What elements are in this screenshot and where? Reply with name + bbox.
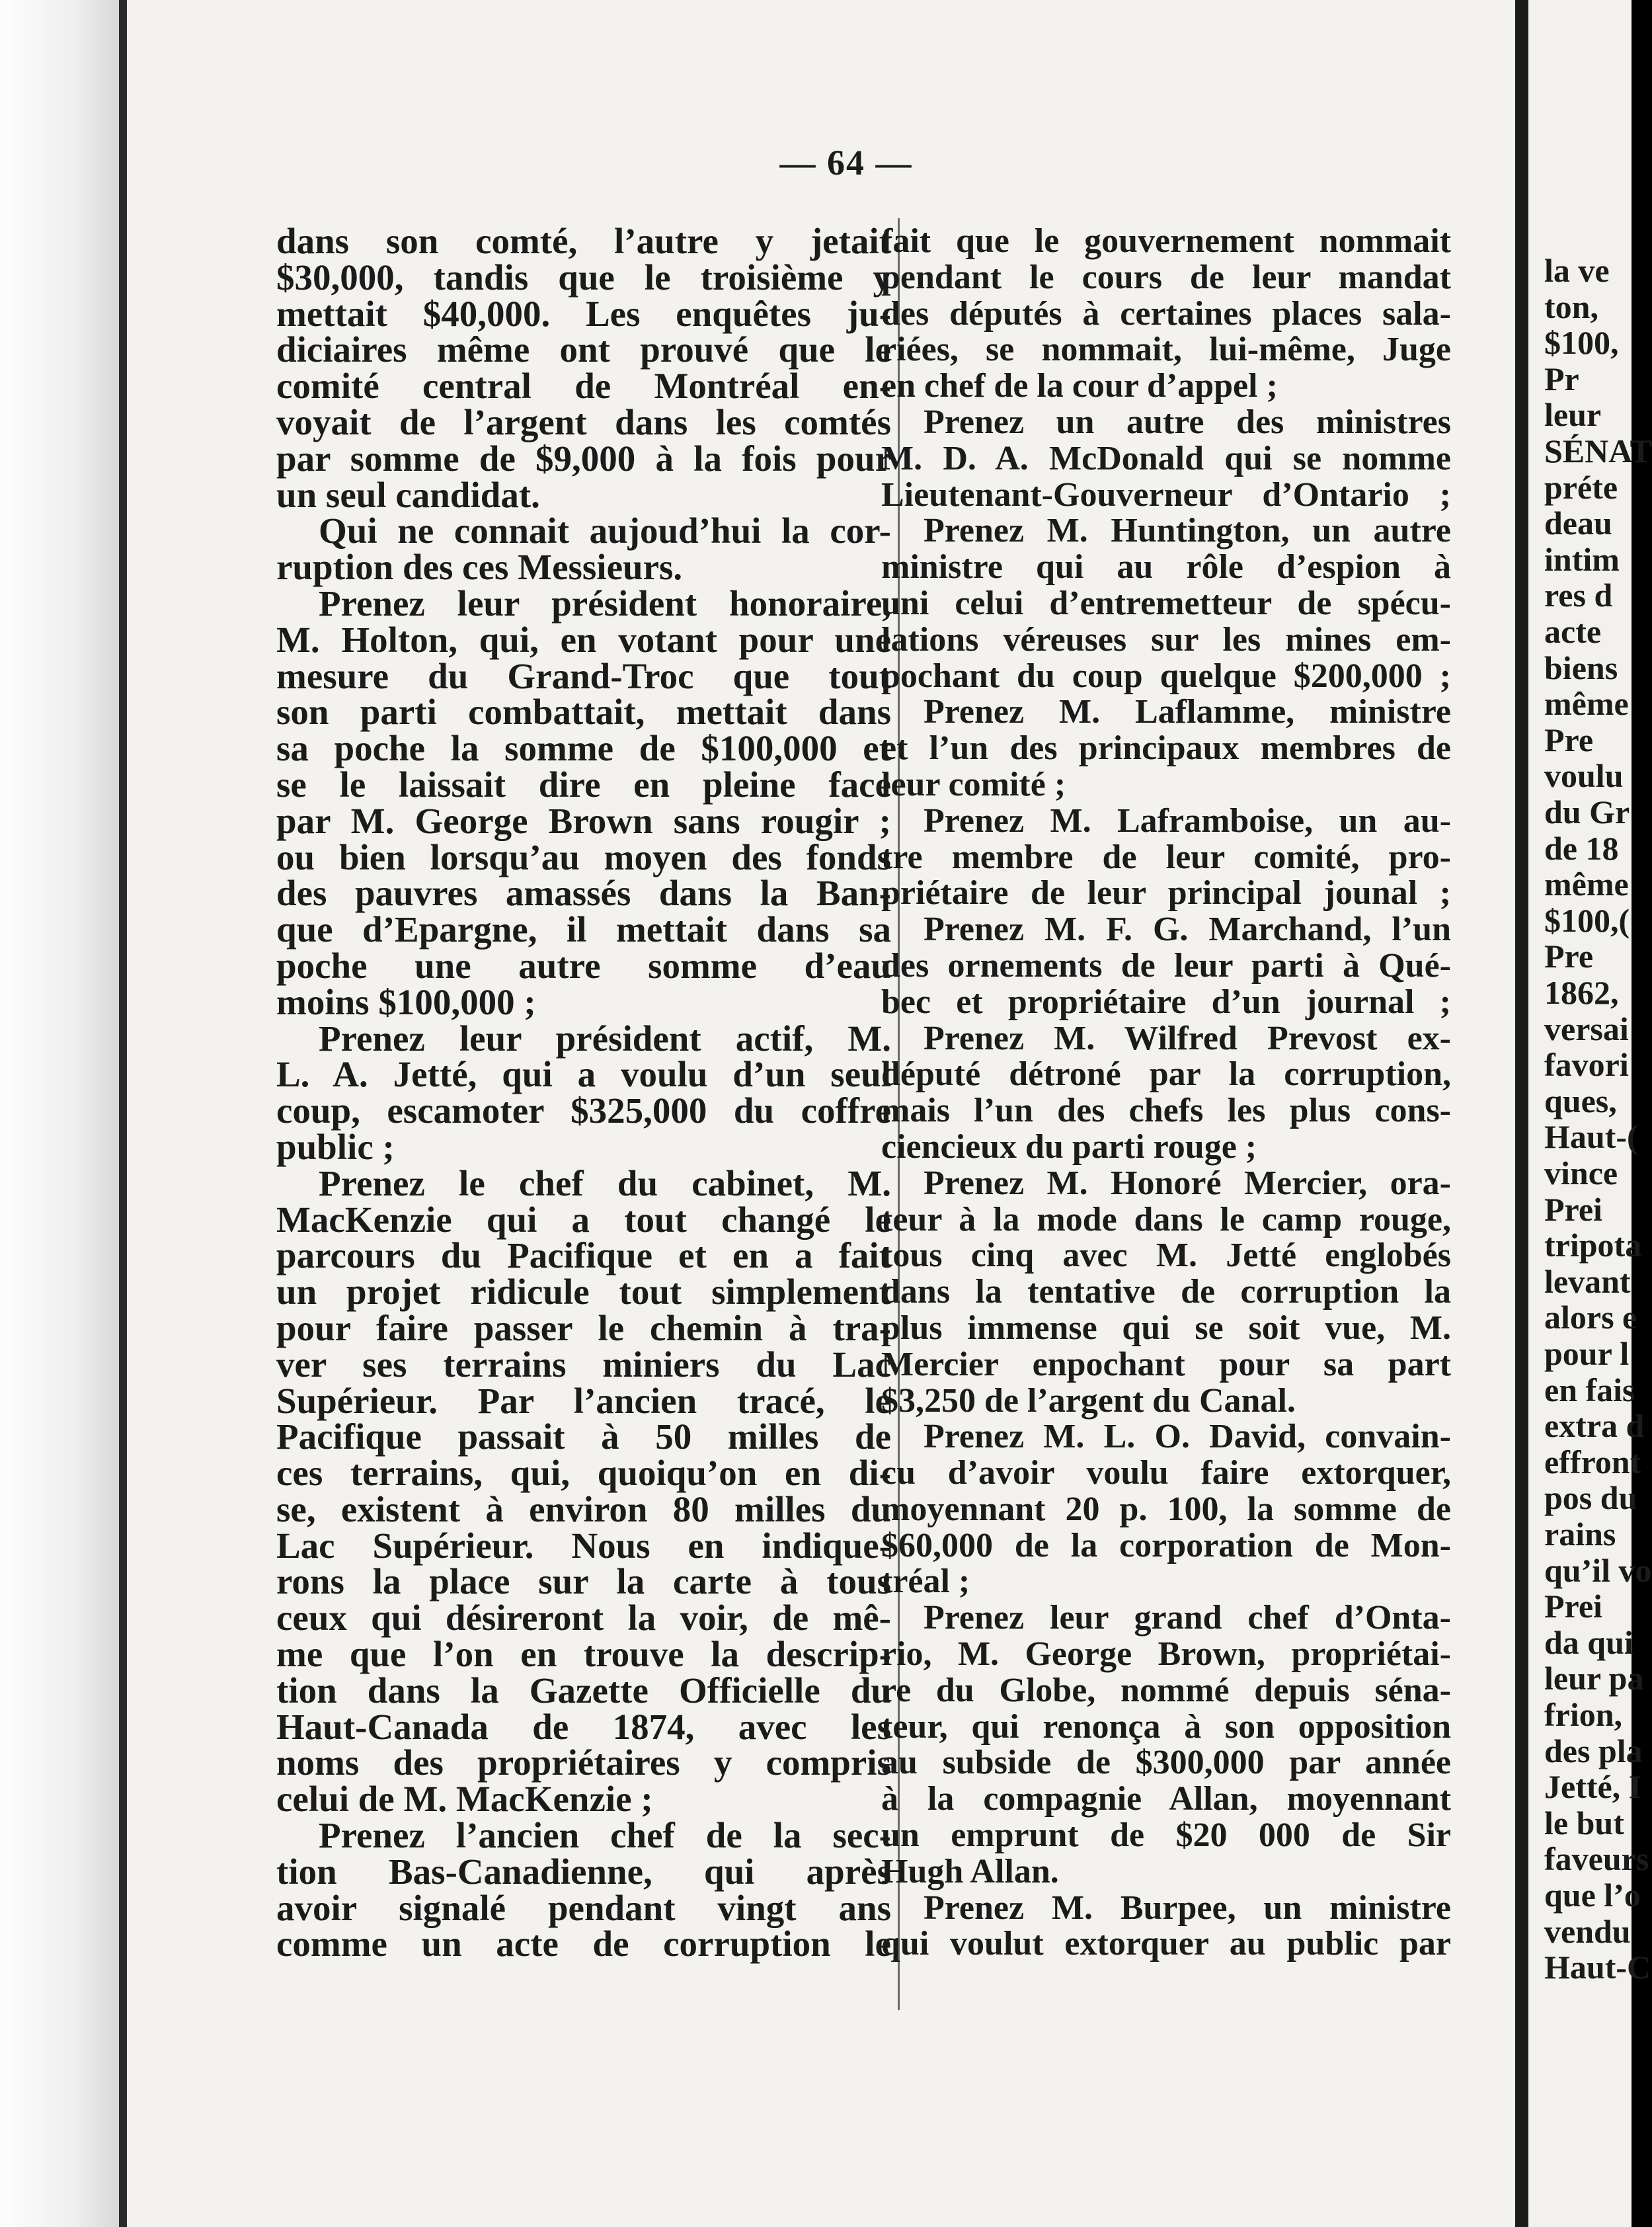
text-line: rio, M. George Brown, propriétai-	[881, 1635, 1451, 1674]
text-line: en chef de la cour d’appel ;	[881, 367, 1278, 405]
text-line: pochant du coup quelque $200,000 ;	[881, 657, 1451, 695]
text-line: des ornements de leur parti à Qué-	[881, 946, 1451, 985]
text-line: un projet ridicule tout simplement	[276, 1272, 891, 1313]
text-line: priétaire de leur principal jounal ;	[881, 874, 1451, 912]
adjacent-page-text: en fais	[1544, 1371, 1635, 1408]
adjacent-page-text: vince	[1544, 1154, 1618, 1192]
text-line: ruption des ces Messieurs.	[276, 547, 683, 588]
adjacent-page-text: le but	[1544, 1804, 1624, 1842]
text-line: lations véreuses sur les mines em-	[881, 620, 1451, 659]
text-line: député détroné par la corruption,	[881, 1055, 1451, 1094]
text-line: parcours du Pacifique et en a fait	[276, 1235, 891, 1276]
text-line: ministre qui au rôle d’espion à	[881, 548, 1451, 587]
text-line: sa poche la somme de $100,000 et	[276, 728, 891, 769]
adjacent-page-text: frion,	[1544, 1696, 1623, 1733]
text-line: bec et propriétaire d’un journal ;	[881, 983, 1451, 1021]
adjacent-page-text: ques,	[1544, 1082, 1617, 1119]
adjacent-page-text: SÉNAT	[1544, 432, 1652, 469]
text-line: Prenez M. Laframboise, un au-	[924, 801, 1451, 840]
adjacent-page-text: $100,	[1544, 324, 1619, 362]
text-line: tion dans la Gazette Officielle du	[276, 1670, 891, 1711]
adjacent-page-text: Prei	[1544, 1588, 1602, 1625]
text-line: M. D. A. McDonald qui se nomme	[881, 439, 1451, 477]
text-line: moyennant 20 p. 100, la somme de	[881, 1490, 1451, 1528]
text-line: Prenez l’ancien chef de la sec-	[319, 1815, 891, 1856]
scan-left-margin	[0, 0, 119, 2227]
text-line: Hugh Allan.	[881, 1852, 1059, 1890]
text-line: public ;	[276, 1126, 395, 1167]
adjacent-page-text: alors e	[1544, 1299, 1637, 1336]
adjacent-page-text: tripota	[1544, 1227, 1642, 1264]
text-line: Lieutenant-Gouverneur d’Ontario ;	[881, 475, 1451, 514]
adjacent-page-text: 1862,	[1544, 974, 1619, 1011]
adjacent-page-text: leur pa	[1544, 1660, 1644, 1697]
text-line: Prenez M. Burpee, un ministre	[924, 1888, 1451, 1927]
text-line: $3,250 de l’argent du Canal.	[881, 1381, 1296, 1420]
text-line: que d’Epargne, il mettait dans sa	[276, 909, 891, 950]
text-line: ceux qui désireront la voir, de mê-	[276, 1598, 891, 1639]
text-line: pour faire passer le chemin à tra-	[276, 1307, 891, 1348]
text-line: ou bien lorsqu’au moyen des fonds	[276, 836, 891, 877]
text-line: mais l’un des chefs les plus cons-	[881, 1092, 1451, 1130]
adjacent-page-text: intim	[1544, 540, 1620, 578]
text-line: noms des propriétaires y compris	[276, 1742, 891, 1783]
adjacent-page-text: extra d	[1544, 1407, 1645, 1445]
text-line: ces terrains, qui, quoiqu’on en di-	[276, 1453, 891, 1494]
text-line: Lac Supérieur. Nous en indique-	[276, 1525, 891, 1566]
text-line: Prenez M. L. O. David, convain-	[924, 1418, 1451, 1456]
text-line: dans son comté, l’autre y jetait	[276, 221, 891, 261]
text-line: Prenez leur président actif, M.	[319, 1018, 891, 1059]
adjacent-page-text: Pre	[1544, 721, 1594, 758]
text-line: Prenez M. F. G. Marchand, l’un	[924, 911, 1451, 949]
adjacent-page-text: que l’o	[1544, 1877, 1641, 1914]
text-line: teur à la mode dans le camp rouge,	[881, 1200, 1451, 1238]
adjacent-page-text: voulu	[1544, 757, 1624, 795]
adjacent-page-text: préte	[1544, 468, 1618, 506]
adjacent-page-text: Haut-C	[1544, 1949, 1651, 1986]
text-line: coup, escamoter $325,000 du coffre	[276, 1090, 891, 1131]
text-line: moins $100,000 ;	[276, 981, 536, 1022]
adjacent-page-text: de 18	[1544, 829, 1619, 867]
adjacent-page-text: $100,(	[1544, 901, 1630, 939]
text-line: comme un acte de corruption le	[276, 1923, 891, 1964]
text-line: un emprunt de $20 000 de Sir	[881, 1816, 1451, 1855]
adjacent-page-text: faveurs	[1544, 1840, 1649, 1878]
text-line: pendant le cours de leur mandat	[881, 258, 1451, 296]
text-line: fait que le gouvernement nommait	[881, 222, 1451, 260]
adjacent-page-text: res d	[1544, 577, 1613, 614]
text-line: Prenez un autre des ministres	[924, 403, 1451, 441]
text-line: tous cinq avec M. Jetté englobés	[881, 1236, 1451, 1275]
text-line: Qui ne connait aujoud’hui la cor-	[319, 510, 891, 551]
adjacent-page-text: effront	[1544, 1443, 1641, 1480]
adjacent-page-text: Haut-(	[1544, 1118, 1638, 1156]
adjacent-page-text: deau	[1544, 505, 1612, 542]
text-line: Prenez M. Wilfred Prevost ex-	[924, 1019, 1451, 1057]
adjacent-page-text: rains	[1544, 1516, 1616, 1553]
text-line: mesure du Grand-Troc que tout	[276, 655, 891, 696]
adjacent-page-fragment	[1528, 0, 1652, 2227]
text-line: par somme de $9,000 à la fois pour	[276, 438, 891, 479]
text-line: Supérieur. Par l’ancien tracé, le	[276, 1380, 891, 1421]
text-line: plus immense qui se soit vue, M.	[881, 1309, 1451, 1347]
text-line: ver ses terrains miniers du Lac	[276, 1344, 891, 1385]
adjacent-page-text: du Gr	[1544, 793, 1630, 830]
text-line: par M. George Brown sans rougir ;	[276, 800, 891, 841]
text-line: tre membre de leur comité, pro-	[881, 838, 1451, 876]
adjacent-page-text: versai	[1544, 1010, 1629, 1047]
text-line: et l’un des principaux membres de	[881, 729, 1451, 768]
adjacent-page-text: Pre	[1544, 938, 1594, 975]
text-line: avoir signalé pendant vingt ans	[276, 1887, 891, 1928]
adjacent-page-text: pos du	[1544, 1479, 1637, 1517]
text-line: Prenez M. Honoré Mercier, ora-	[924, 1164, 1451, 1202]
adjacent-page-text: leur	[1544, 396, 1602, 434]
text-line: des pauvres amassés dans la Ban-	[276, 873, 891, 914]
text-line: L. A. Jetté, qui a voulu d’un seul	[276, 1054, 891, 1095]
text-line: poche une autre somme d’eau	[276, 945, 891, 986]
text-line: au subside de $300,000 par année	[881, 1744, 1451, 1782]
text-line: voyait de l’argent dans les comtés	[276, 401, 891, 442]
adjacent-page-text: Jetté, I	[1544, 1768, 1642, 1806]
text-line: tion Bas-Canadienne, qui après	[276, 1851, 891, 1892]
text-line: Prenez leur président honoraire,	[319, 583, 891, 624]
text-line: dans la tentative de corruption la	[881, 1273, 1451, 1311]
adjacent-page-text: ton,	[1544, 288, 1598, 325]
text-line: comité central de Montréal en-	[276, 366, 891, 407]
adjacent-page-text: vendu	[1544, 1912, 1631, 1950]
text-line: cu d’avoir voulu faire extorquer,	[881, 1454, 1451, 1492]
text-line: se, existent à environ 80 milles du	[276, 1488, 891, 1529]
adjacent-page-text: pour l	[1544, 1335, 1630, 1372]
text-line: riées, se nommait, lui-même, Juge	[881, 331, 1451, 369]
text-line: diciaires même ont prouvé que le	[276, 329, 891, 370]
left-text-column	[276, 223, 891, 1963]
text-line: Prenez le chef du cabinet, M.	[319, 1162, 891, 1203]
text-line: se le laissait dire en pleine face	[276, 764, 891, 805]
adjacent-page-text: levant	[1544, 1262, 1631, 1300]
text-line: teur, qui renonça à son opposition	[881, 1707, 1451, 1746]
text-line: à la compagnie Allan, moyennant	[881, 1780, 1451, 1818]
text-line: tréal ;	[881, 1562, 970, 1601]
adjacent-page-text: même	[1544, 866, 1629, 903]
text-line: Prenez M. Laflamme, ministre	[924, 693, 1451, 731]
text-line: leur comité ;	[881, 765, 1066, 803]
text-line: un seul candidat.	[276, 474, 540, 515]
adjacent-page-text: favori	[1544, 1046, 1629, 1084]
text-line: re du Globe, nommé depuis séna-	[881, 1671, 1451, 1709]
text-line: celui de M. MacKenzie ;	[276, 1779, 653, 1820]
text-line: Prenez leur grand chef d’Onta-	[924, 1599, 1451, 1637]
text-line: qui voulut extorquer au public par	[881, 1925, 1451, 1963]
adjacent-page-text: Pr	[1544, 360, 1579, 397]
page-number: — 64 —	[779, 143, 913, 182]
text-line: son parti combattait, mettait dans	[276, 692, 891, 733]
adjacent-page-text: des pla	[1544, 1732, 1643, 1769]
right-text-column	[881, 223, 1451, 1963]
text-line: $30,000, tandis que le troisième y	[276, 257, 891, 298]
adjacent-page-text: même	[1544, 685, 1629, 723]
adjacent-page-text: qu’il vo	[1544, 1551, 1652, 1589]
text-line: mettait $40,000. Les enquêtes ju-	[276, 293, 891, 334]
adjacent-page-text: biens	[1544, 649, 1618, 686]
adjacent-page-text: la ve	[1544, 252, 1610, 289]
adjacent-page-text: da qui	[1544, 1623, 1633, 1661]
text-line: Prenez M. Huntington, un autre	[924, 512, 1451, 550]
text-line: $60,000 de la corporation de Mon-	[881, 1526, 1451, 1564]
text-line: me que l’on en trouve la descrip-	[276, 1634, 891, 1675]
text-line: Haut-Canada de 1874, avec les	[276, 1706, 891, 1747]
text-line: M. Holton, qui, en votant pour une	[276, 619, 891, 660]
text-line: Pacifique passait à 50 milles de	[276, 1416, 891, 1457]
adjacent-page-text: acte	[1544, 613, 1602, 650]
text-line: des députés à certaines places sala-	[881, 294, 1451, 333]
text-line: Mercier enpochant pour sa part	[881, 1345, 1451, 1383]
text-line: rons la place sur la carte à tous	[276, 1561, 891, 1602]
page-edge-shadow	[1515, 0, 1528, 2227]
book-gutter	[119, 0, 127, 2227]
text-line: uni celui d’entremetteur de spécu-	[881, 584, 1451, 622]
text-line: MacKenzie qui a tout changé le	[276, 1199, 891, 1240]
adjacent-page-text: Prei	[1544, 1190, 1602, 1228]
text-line: ciencieux du parti rouge ;	[881, 1127, 1257, 1166]
